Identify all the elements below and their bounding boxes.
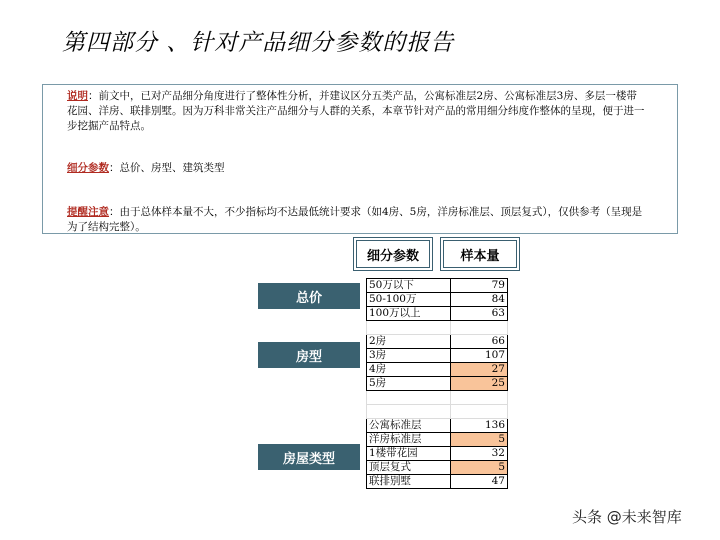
table-row [367, 349, 508, 363]
row-name: 联排别墅 [367, 475, 451, 489]
row-value-highlight: 5 [451, 461, 508, 475]
caution-text: ：由于总体样本量不大，不少指标均不达最低统计要求（如4房、5房，洋房标准层、顶层复式），仅供参考（呈现是为了结构完整）。 [67, 206, 643, 233]
row-value: 66 [451, 335, 508, 349]
description-text: ：前文中，已对产品细分角度进行了整体性分析，并建议区分五类产品，公寓标准层2房、公寓标准层3房、多层一楼带花园、洋房、联排别墅。因为万科非常关注产品细分与人群的关系，本章节针对产品的常用细分纬度作整体的呈现，便于进一步挖掘产品特点。 [67, 90, 645, 132]
row-name: 50万以下 [367, 279, 451, 293]
table-row [367, 433, 508, 447]
row-name: 1楼带花园 [367, 447, 451, 461]
row-value-highlight: 27 [451, 363, 508, 377]
row-value: 107 [451, 349, 508, 363]
spacer-row [367, 391, 508, 405]
row-name: 2房 [367, 335, 451, 349]
row-value: 84 [451, 293, 508, 307]
table-row [367, 335, 508, 349]
caution-note [67, 205, 647, 235]
watermark: 头条 @未来智库 [572, 508, 682, 526]
spacer-row [367, 321, 508, 335]
category-room: 房型 [258, 342, 360, 368]
table-row [367, 447, 508, 461]
table-row [367, 475, 508, 489]
row-value-highlight: 5 [451, 433, 508, 447]
table-row [367, 377, 508, 391]
spacer-row [367, 405, 508, 419]
caution-key: 提醒注意 [67, 206, 109, 218]
row-name: 4房 [367, 363, 451, 377]
row-value-highlight: 25 [451, 377, 508, 391]
table-row [367, 293, 508, 307]
table-row [367, 279, 508, 293]
row-name: 3房 [367, 349, 451, 363]
row-name: 顶层复式 [367, 461, 451, 475]
page-title: 第四部分 、针对产品细分参数的报告 [62, 30, 455, 56]
row-value: 79 [451, 279, 508, 293]
table-row [367, 307, 508, 321]
sample-header-label: 样本量 [443, 240, 517, 268]
row-name: 洋房标准层 [367, 433, 451, 447]
table-row [367, 419, 508, 433]
row-value: 47 [451, 475, 508, 489]
sample-header [440, 237, 520, 271]
description-key: 说明 [67, 90, 88, 102]
param-header-label: 细分参数 [356, 240, 430, 268]
row-value: 136 [451, 419, 508, 433]
category-price: 总价 [258, 283, 360, 309]
row-value: 63 [451, 307, 508, 321]
params-key: 细分参数 [67, 162, 109, 174]
sample-table [366, 278, 508, 489]
table-row [367, 363, 508, 377]
param-header [353, 237, 433, 271]
row-name: 公寓标准层 [367, 419, 451, 433]
row-name: 50-100万 [367, 293, 451, 307]
row-name: 100万以上 [367, 307, 451, 321]
category-building: 房屋类型 [258, 444, 360, 470]
params-note [67, 161, 647, 176]
description-note [67, 89, 647, 134]
table-row [367, 461, 508, 475]
row-value: 32 [451, 447, 508, 461]
params-text: ：总价、房型、建筑类型 [109, 162, 225, 174]
row-name: 5房 [367, 377, 451, 391]
